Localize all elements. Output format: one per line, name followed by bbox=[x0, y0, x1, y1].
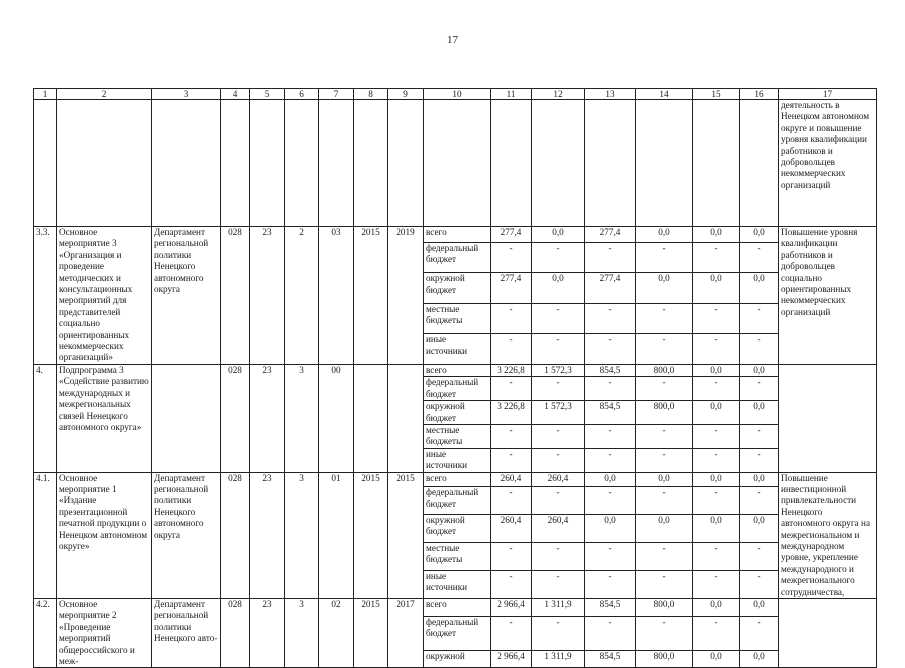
amount-v11: 277,4 bbox=[491, 273, 532, 303]
amount-v11: - bbox=[491, 543, 532, 571]
amount-v16: - bbox=[740, 334, 779, 365]
amount-v15: - bbox=[693, 448, 740, 472]
amount-v11: - bbox=[491, 242, 532, 272]
continuation-row bbox=[34, 100, 877, 227]
amount-v11: - bbox=[491, 334, 532, 365]
code-subprogram: 3 bbox=[285, 599, 319, 668]
amount-v15: 0,0 bbox=[693, 515, 740, 543]
amount-v11: - bbox=[491, 616, 532, 650]
column-number-header: 5 bbox=[250, 89, 285, 100]
funding-source: окружной бюджет bbox=[424, 273, 491, 303]
empty-cell bbox=[585, 100, 636, 227]
amount-v15: - bbox=[693, 571, 740, 599]
amount-v13: 854,5 bbox=[585, 401, 636, 425]
result-cell bbox=[779, 599, 877, 668]
amount-v13: - bbox=[585, 616, 636, 650]
amount-v13: 0,0 bbox=[585, 515, 636, 543]
amount-v13: 0,0 bbox=[585, 472, 636, 487]
funding-source: всего bbox=[424, 599, 491, 617]
amount-v14: 800,0 bbox=[636, 364, 693, 376]
amount-v11: - bbox=[491, 571, 532, 599]
funding-source: местные бюджеты bbox=[424, 543, 491, 571]
item-number: 4.2. bbox=[34, 599, 57, 668]
funding-source: федеральный бюджет bbox=[424, 487, 491, 515]
empty-cell bbox=[34, 100, 57, 227]
amount-v15: 0,0 bbox=[693, 364, 740, 376]
funding-source: федеральный бюджет bbox=[424, 242, 491, 272]
amount-v12: - bbox=[532, 571, 585, 599]
amount-v13: - bbox=[585, 334, 636, 365]
amount-v12: - bbox=[532, 377, 585, 401]
code-program: 23 bbox=[250, 227, 285, 365]
item-number: 4. bbox=[34, 364, 57, 472]
amount-v14: - bbox=[636, 487, 693, 515]
empty-cell bbox=[636, 100, 693, 227]
amount-v12: - bbox=[532, 448, 585, 472]
amount-v16: 0,0 bbox=[740, 364, 779, 376]
amount-v13: - bbox=[585, 571, 636, 599]
empty-cell bbox=[693, 100, 740, 227]
year-start: 2015 bbox=[354, 599, 388, 668]
empty-cell bbox=[319, 100, 354, 227]
empty-cell bbox=[491, 100, 532, 227]
amount-v15: - bbox=[693, 377, 740, 401]
code-program: 23 bbox=[250, 472, 285, 598]
column-number-header: 11 bbox=[491, 89, 532, 100]
code-measure: 00 bbox=[319, 364, 354, 472]
amount-v16: - bbox=[740, 424, 779, 448]
table-row bbox=[34, 227, 877, 243]
column-number-header: 17 bbox=[779, 89, 877, 100]
empty-cell bbox=[285, 100, 319, 227]
amount-v11: 3 226,8 bbox=[491, 401, 532, 425]
amount-v16: 0,0 bbox=[740, 650, 779, 668]
funding-source: местные бюджеты bbox=[424, 303, 491, 333]
funding-source: всего bbox=[424, 472, 491, 487]
executor: Департамент региональной политики Ненецкого автономного округа bbox=[152, 227, 221, 365]
code-subprogram: 2 bbox=[285, 227, 319, 365]
result-cell bbox=[779, 364, 877, 472]
amount-v12: - bbox=[532, 487, 585, 515]
amount-v15: 0,0 bbox=[693, 401, 740, 425]
amount-v15: 0,0 bbox=[693, 599, 740, 617]
page-number: 17 bbox=[447, 34, 458, 46]
year-start: 2015 bbox=[354, 227, 388, 365]
amount-v14: 0,0 bbox=[636, 273, 693, 303]
amount-v16: 0,0 bbox=[740, 599, 779, 617]
amount-v13: - bbox=[585, 487, 636, 515]
amount-v13: 277,4 bbox=[585, 273, 636, 303]
column-number-header: 3 bbox=[152, 89, 221, 100]
amount-v16: 0,0 bbox=[740, 273, 779, 303]
item-name: Основное мероприятие 3 «Организация и проведение методических и консультационных мероприятий для представителей социально ориентированных некоммерческих организаций» bbox=[57, 227, 152, 365]
amount-v14: 800,0 bbox=[636, 401, 693, 425]
year-start bbox=[354, 364, 388, 472]
code-program: 23 bbox=[250, 599, 285, 668]
code-subprogram: 3 bbox=[285, 364, 319, 472]
code-measure: 02 bbox=[319, 599, 354, 668]
column-number-header: 16 bbox=[740, 89, 779, 100]
table-row bbox=[34, 364, 877, 376]
empty-cell bbox=[57, 100, 152, 227]
amount-v15: 0,0 bbox=[693, 273, 740, 303]
amount-v15: - bbox=[693, 334, 740, 365]
empty-cell bbox=[424, 100, 491, 227]
funding-source: иные источники bbox=[424, 448, 491, 472]
column-number-header: 12 bbox=[532, 89, 585, 100]
amount-v12: - bbox=[532, 424, 585, 448]
funding-source: федеральный бюджет bbox=[424, 616, 491, 650]
code-subprogram: 3 bbox=[285, 472, 319, 598]
amount-v12: - bbox=[532, 616, 585, 650]
amount-v14: - bbox=[636, 334, 693, 365]
amount-v15: - bbox=[693, 424, 740, 448]
result-cell: Повышение уровня квалификации работников и добровольцев социально ориентированных некоммерческих организаций bbox=[779, 227, 877, 365]
amount-v14: - bbox=[636, 424, 693, 448]
table-row bbox=[34, 472, 877, 487]
item-name: Основное мероприятие 1 «Издание презентационной печатной продукции о Ненецком автономном округе» bbox=[57, 472, 152, 598]
amount-v16: - bbox=[740, 543, 779, 571]
amount-v12: - bbox=[532, 543, 585, 571]
amount-v16: - bbox=[740, 377, 779, 401]
amount-v11: - bbox=[491, 303, 532, 333]
amount-v13: 854,5 bbox=[585, 650, 636, 668]
amount-v13: - bbox=[585, 377, 636, 401]
amount-v12: 1 311,9 bbox=[532, 599, 585, 617]
amount-v13: - bbox=[585, 448, 636, 472]
amount-v14: - bbox=[636, 377, 693, 401]
code-measure: 01 bbox=[319, 472, 354, 598]
item-name: Основное мероприятие 2 «Проведение мероприятий общероссийского и меж- bbox=[57, 599, 152, 668]
amount-v16: - bbox=[740, 303, 779, 333]
program-table bbox=[33, 88, 877, 668]
column-number-header: 2 bbox=[57, 89, 152, 100]
empty-cell bbox=[388, 100, 424, 227]
amount-v14: - bbox=[636, 571, 693, 599]
amount-v14: - bbox=[636, 303, 693, 333]
column-number-header: 10 bbox=[424, 89, 491, 100]
year-end: 2019 bbox=[388, 227, 424, 365]
item-name: Подпрограмма 3 «Содействие развитию международных и межрегиональных связей Ненецкого автономного округа» bbox=[57, 364, 152, 472]
amount-v14: - bbox=[636, 242, 693, 272]
amount-v11: 2 966,4 bbox=[491, 650, 532, 668]
amount-v13: 854,5 bbox=[585, 364, 636, 376]
amount-v15: - bbox=[693, 543, 740, 571]
result-cell: Повышение инвестиционной привлекательности Ненецкого автономного округа на межрегиональном и международном уровне, укрепление международного и межрегионального сотрудничества, bbox=[779, 472, 877, 598]
funding-source: всего bbox=[424, 364, 491, 376]
amount-v16: - bbox=[740, 487, 779, 515]
amount-v15: - bbox=[693, 487, 740, 515]
year-start: 2015 bbox=[354, 472, 388, 598]
amount-v15: 0,0 bbox=[693, 472, 740, 487]
amount-v13: - bbox=[585, 543, 636, 571]
amount-v11: - bbox=[491, 487, 532, 515]
amount-v13: 277,4 bbox=[585, 227, 636, 243]
amount-v11: 3 226,8 bbox=[491, 364, 532, 376]
amount-v14: - bbox=[636, 616, 693, 650]
amount-v12: - bbox=[532, 242, 585, 272]
amount-v14: 800,0 bbox=[636, 599, 693, 617]
column-number-header: 13 bbox=[585, 89, 636, 100]
amount-v16: - bbox=[740, 242, 779, 272]
amount-v11: 2 966,4 bbox=[491, 599, 532, 617]
amount-v12: 1 572,3 bbox=[532, 401, 585, 425]
column-number-header: 14 bbox=[636, 89, 693, 100]
amount-v16: 0,0 bbox=[740, 472, 779, 487]
code-ministry: 028 bbox=[221, 227, 250, 365]
funding-source: всего bbox=[424, 227, 491, 243]
amount-v11: 260,4 bbox=[491, 515, 532, 543]
amount-v13: - bbox=[585, 242, 636, 272]
amount-v14: 800,0 bbox=[636, 650, 693, 668]
year-end: 2017 bbox=[388, 599, 424, 668]
amount-v11: 260,4 bbox=[491, 472, 532, 487]
empty-cell bbox=[354, 100, 388, 227]
amount-v15: 0,0 bbox=[693, 227, 740, 243]
executor bbox=[152, 364, 221, 472]
result-cell: деятельность в Ненецком автономном округе и повышение уровня квалификации работников и добровольцев некоммерческих организаций bbox=[779, 100, 877, 227]
amount-v12: 1 311,9 bbox=[532, 650, 585, 668]
column-number-header: 9 bbox=[388, 89, 424, 100]
amount-v14: 0,0 bbox=[636, 227, 693, 243]
amount-v15: - bbox=[693, 242, 740, 272]
item-number: 3.3. bbox=[34, 227, 57, 365]
amount-v13: - bbox=[585, 424, 636, 448]
funding-source: федеральный бюджет bbox=[424, 377, 491, 401]
amount-v15: - bbox=[693, 303, 740, 333]
executor: Департамент региональной политики Ненецкого авто- bbox=[152, 599, 221, 668]
amount-v11: - bbox=[491, 448, 532, 472]
amount-v11: - bbox=[491, 424, 532, 448]
empty-cell bbox=[152, 100, 221, 227]
year-end: 2015 bbox=[388, 472, 424, 598]
empty-cell bbox=[740, 100, 779, 227]
amount-v14: - bbox=[636, 543, 693, 571]
amount-v13: 854,5 bbox=[585, 599, 636, 617]
empty-cell bbox=[532, 100, 585, 227]
column-number-header: 7 bbox=[319, 89, 354, 100]
item-number: 4.1. bbox=[34, 472, 57, 598]
amount-v16: - bbox=[740, 571, 779, 599]
code-measure: 03 bbox=[319, 227, 354, 365]
amount-v11: - bbox=[491, 377, 532, 401]
amount-v14: 0,0 bbox=[636, 515, 693, 543]
amount-v12: - bbox=[532, 303, 585, 333]
funding-source: окружной бюджет bbox=[424, 401, 491, 425]
funding-source: иные источники bbox=[424, 334, 491, 365]
code-program: 23 bbox=[250, 364, 285, 472]
code-ministry: 028 bbox=[221, 472, 250, 598]
amount-v12: - bbox=[532, 334, 585, 365]
column-number-header: 6 bbox=[285, 89, 319, 100]
executor: Департамент региональной политики Ненецкого автономного округа bbox=[152, 472, 221, 598]
amount-v13: - bbox=[585, 303, 636, 333]
funding-source: окружной bbox=[424, 650, 491, 668]
amount-v16: 0,0 bbox=[740, 227, 779, 243]
code-ministry: 028 bbox=[221, 599, 250, 668]
year-end bbox=[388, 364, 424, 472]
column-number-header: 8 bbox=[354, 89, 388, 100]
table-row bbox=[34, 599, 877, 617]
code-ministry: 028 bbox=[221, 364, 250, 472]
funding-source: местные бюджеты bbox=[424, 424, 491, 448]
amount-v14: 0,0 bbox=[636, 472, 693, 487]
amount-v16: 0,0 bbox=[740, 515, 779, 543]
empty-cell bbox=[250, 100, 285, 227]
column-number-row bbox=[34, 89, 877, 100]
amount-v12: 260,4 bbox=[532, 472, 585, 487]
amount-v15: 0,0 bbox=[693, 650, 740, 668]
funding-source: иные источники bbox=[424, 571, 491, 599]
empty-cell bbox=[221, 100, 250, 227]
amount-v12: 260,4 bbox=[532, 515, 585, 543]
column-number-header: 15 bbox=[693, 89, 740, 100]
column-number-header: 1 bbox=[34, 89, 57, 100]
amount-v12: 0,0 bbox=[532, 227, 585, 243]
amount-v12: 1 572,3 bbox=[532, 364, 585, 376]
amount-v16: - bbox=[740, 616, 779, 650]
amount-v12: 0,0 bbox=[532, 273, 585, 303]
funding-source: окружной бюджет bbox=[424, 515, 491, 543]
amount-v15: - bbox=[693, 616, 740, 650]
amount-v16: 0,0 bbox=[740, 401, 779, 425]
amount-v16: - bbox=[740, 448, 779, 472]
column-number-header: 4 bbox=[221, 89, 250, 100]
amount-v14: - bbox=[636, 448, 693, 472]
amount-v11: 277,4 bbox=[491, 227, 532, 243]
